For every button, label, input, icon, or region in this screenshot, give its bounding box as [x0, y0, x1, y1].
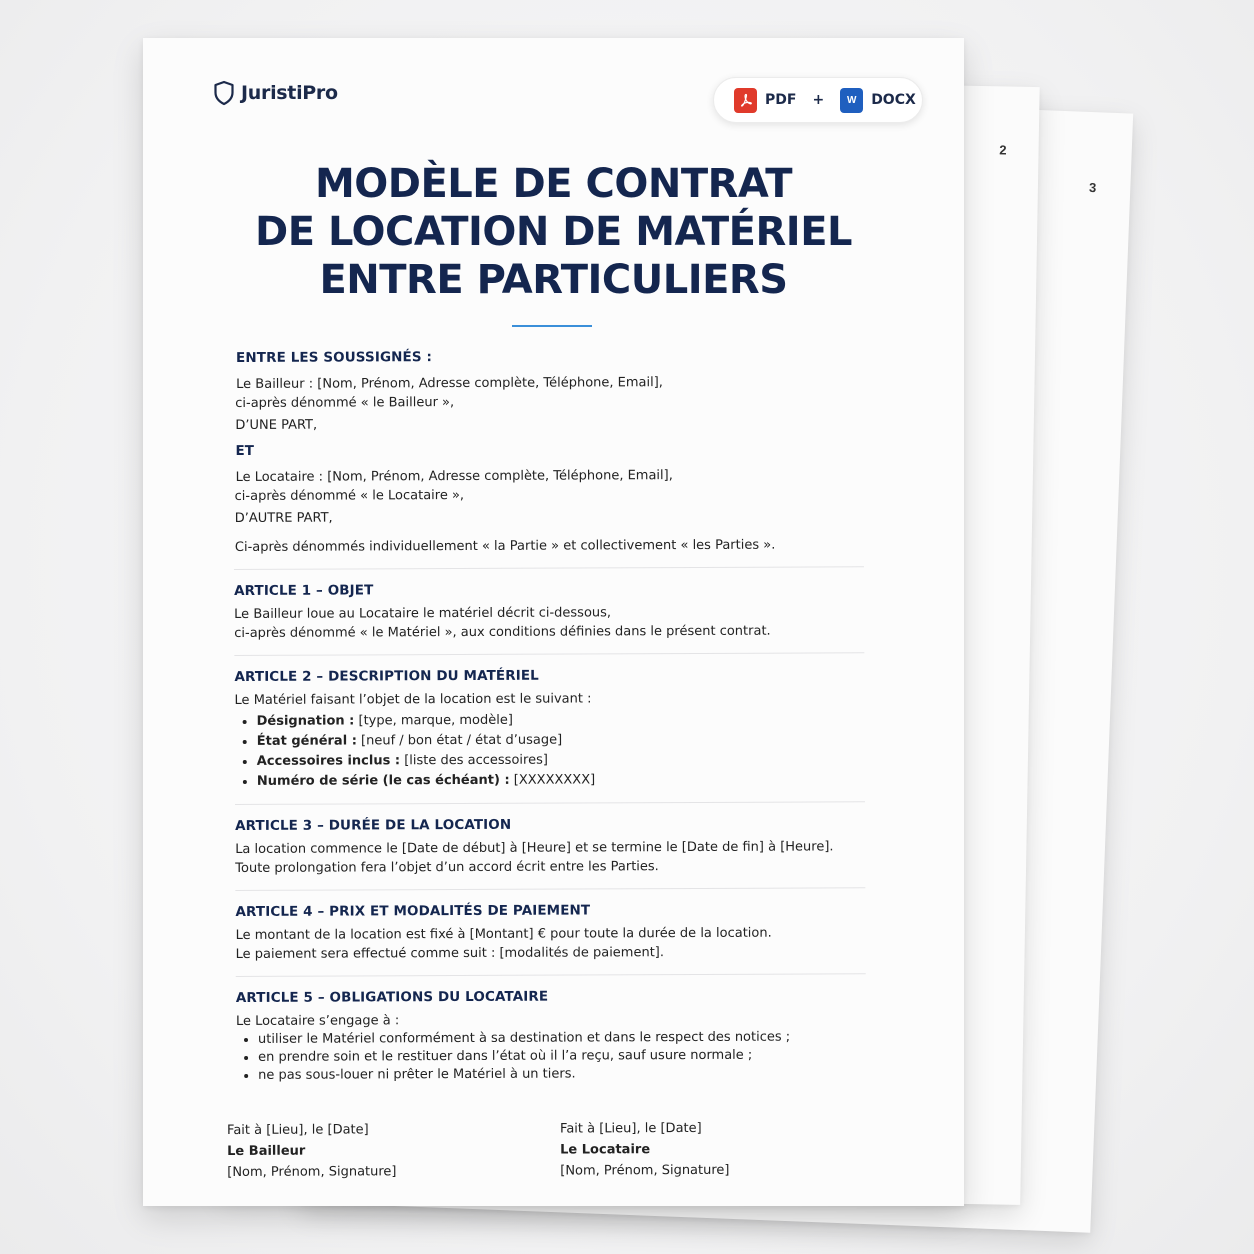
list-item: • ne pas sous-louer ni prêter le Matériel à un tiers.	[258, 1064, 876, 1085]
parties-collective: Ci-après dénommés individuellement « la Partie » et collectivement « les Parties ».	[234, 537, 776, 555]
contract-body	[233, 347, 876, 1085]
locataire-label: Le Locataire :	[235, 469, 324, 485]
title-line-2: DE LOCATION DE MATÉRIEL	[254, 209, 852, 255]
locataire-place-date: Fait à [Lieu], le [Date]	[560, 1120, 702, 1137]
article-5-heading: ARTICLE 5 – OBLIGATIONS DU LOCATAIRE	[235, 988, 549, 1006]
dautre-part: D’AUTRE PART,	[234, 510, 333, 526]
article-3-line-1: La location commence le [Date de début] à [Heure] et se termine le [Date de fin] à [Heure].	[235, 839, 834, 857]
format-badge	[713, 77, 923, 123]
title-line-1: MODÈLE DE CONTRAT	[314, 161, 793, 207]
material-list	[235, 709, 875, 792]
article-4-line-1: Le montant de la location est fixé à [Montant] € pour toute la durée de la location.	[235, 925, 772, 943]
locataire-alias: ci-après dénommé « le Locataire »,	[234, 487, 465, 504]
brand-name: JuristiPro	[241, 82, 338, 104]
word-icon: W	[840, 88, 863, 113]
bailleur-role: Le Bailleur	[227, 1143, 306, 1159]
page-1-sheet	[143, 38, 964, 1206]
bailleur-label: Le Bailleur :	[236, 376, 314, 392]
brand-logo	[213, 80, 338, 106]
et-label: ET	[235, 442, 255, 459]
article-5-intro: Le Locataire s’engage à :	[235, 1013, 400, 1029]
docx-label: DOCX	[871, 92, 916, 108]
article-4-line-2: Le paiement sera effectué comme suit : [modalités de paiement].	[235, 945, 665, 962]
article-4-heading: ARTICLE 4 – PRIX ET MODALITÉS DE PAIEMENT	[235, 902, 591, 920]
divider-4	[235, 887, 865, 891]
divider-5	[236, 973, 866, 977]
list-item: • utiliser le Matériel conformément à sa destination et dans le respect des notices ;	[258, 1028, 876, 1049]
locataire-sign: [Nom, Prénom, Signature]	[560, 1162, 730, 1179]
article-1-heading: ARTICLE 1 – OBJET	[234, 582, 374, 599]
pdf-label: PDF	[765, 92, 797, 108]
signature-locataire	[560, 1117, 893, 1181]
list-item: • État général : [neuf / bon état / état d’usage]	[257, 729, 875, 752]
article-3-line-2: Toute prolongation fera l’objet d’un accord écrit entre les Parties.	[235, 859, 659, 876]
page-2-number: 2	[999, 142, 1007, 158]
obligations-list	[236, 1028, 876, 1085]
pdf-icon	[734, 88, 757, 113]
bailleur-sign: [Nom, Prénom, Signature]	[227, 1164, 397, 1180]
document-title	[143, 160, 964, 304]
bailleur-value: [Nom, Prénom, Adresse complète, Téléphone, Email],	[317, 375, 663, 392]
title-line-3: ENTRE PARTICULIERS	[319, 257, 788, 303]
article-1-line-2: ci-après dénommé « le Matériel », aux conditions définies dans le présent contrat.	[234, 623, 771, 641]
dune-part: D’UNE PART,	[235, 417, 318, 433]
locataire-role: Le Locataire	[560, 1142, 651, 1158]
divider-2	[234, 652, 864, 656]
list-item: • Numéro de série (le cas échéant) : [XXXXXXXX]	[257, 769, 875, 792]
signature-block	[227, 1117, 927, 1183]
page-3-number: 3	[1088, 179, 1097, 196]
list-item: • Accessoires inclus : [liste des accessoires]	[257, 749, 875, 772]
locataire-value: [Nom, Prénom, Adresse complète, Téléphone, Email],	[327, 468, 673, 485]
bailleur-place-date: Fait à [Lieu], le [Date]	[227, 1122, 369, 1138]
divider-3	[235, 801, 865, 805]
article-2-intro: Le Matériel faisant l’objet de la location est le suivant :	[234, 691, 592, 708]
parties-heading: ENTRE LES SOUSSIGNÉS :	[235, 349, 433, 366]
divider-1	[234, 566, 864, 570]
title-divider	[512, 325, 592, 327]
article-1-line-1: Le Bailleur loue au Locataire le matériel décrit ci-dessous,	[234, 605, 612, 622]
shield-icon	[213, 80, 235, 106]
format-plus: +	[812, 92, 825, 108]
article-3-heading: ARTICLE 3 – DURÉE DE LA LOCATION	[235, 816, 512, 834]
list-item: • en prendre soin et le restituer dans l’état où il l’a reçu, sauf usure normale ;	[258, 1046, 876, 1067]
article-2-heading: ARTICLE 2 – DESCRIPTION DU MATÉRIEL	[234, 667, 539, 685]
bailleur-alias: ci-après dénommé « le Bailleur »,	[235, 395, 455, 411]
signature-bailleur	[227, 1119, 560, 1183]
list-item: • Désignation : [type, marque, modèle]	[257, 709, 875, 732]
